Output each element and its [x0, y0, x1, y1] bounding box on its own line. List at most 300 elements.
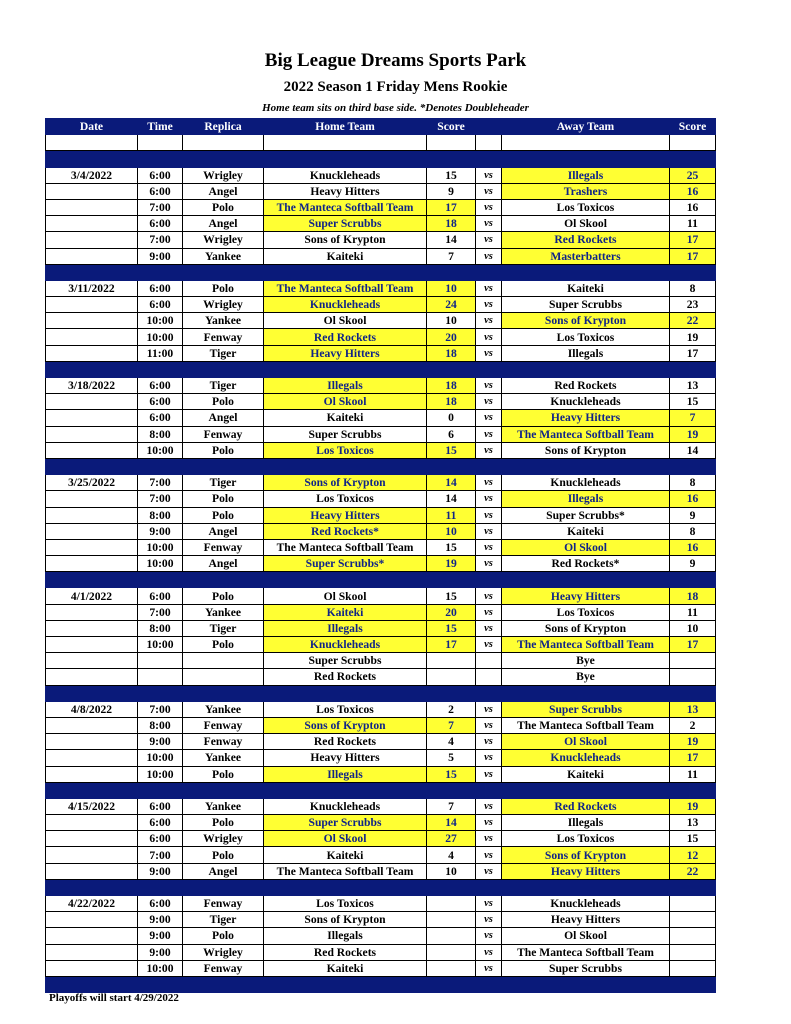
band-cell: [427, 572, 476, 588]
date-cell: [46, 928, 138, 944]
away-team-cell: Masterbatters: [502, 248, 670, 264]
band-cell: [502, 879, 670, 895]
date-cell: [46, 863, 138, 879]
replica-cell: Fenway: [183, 960, 264, 976]
col-header-home-team: Home Team: [264, 119, 427, 135]
date-cell: [46, 750, 138, 766]
away-score-cell: 18: [670, 588, 716, 604]
vs-cell: vs: [476, 847, 502, 863]
band-cell: [670, 782, 716, 798]
away-team-cell: Red Rockets: [502, 232, 670, 248]
playoffs-note: Playoffs will start 4/29/2022: [49, 992, 179, 1004]
game-row: [46, 491, 716, 507]
home-team-cell: Illegals: [264, 928, 427, 944]
band-cell: [138, 685, 183, 701]
time-cell: [138, 653, 183, 669]
home-team-cell: Kaiteki: [264, 248, 427, 264]
game-row: [46, 410, 716, 426]
band-cell: [183, 879, 264, 895]
time-cell: 9:00: [138, 734, 183, 750]
date-cell: [46, 183, 138, 199]
game-row: [46, 863, 716, 879]
date-cell: [46, 199, 138, 215]
band-cell: [476, 782, 502, 798]
time-cell: 6:00: [138, 280, 183, 296]
band-cell: [427, 879, 476, 895]
home-score-cell: 20: [427, 604, 476, 620]
date-cell: [46, 815, 138, 831]
band-cell: [138, 976, 183, 992]
empty-cell: [427, 135, 476, 151]
away-team-cell: Ol Skool: [502, 734, 670, 750]
date-cell: [46, 717, 138, 733]
band-cell: [138, 782, 183, 798]
time-cell: 11:00: [138, 345, 183, 361]
game-row: [46, 912, 716, 928]
date-cell: [46, 410, 138, 426]
game-row: [46, 394, 716, 410]
away-score-cell: 16: [670, 183, 716, 199]
band-cell: [670, 458, 716, 474]
empty-cell: [138, 135, 183, 151]
band-cell: [46, 572, 138, 588]
vs-cell: vs: [476, 637, 502, 653]
page-subtitle: 2022 Season 1 Friday Mens Rookie: [283, 79, 508, 95]
home-score-cell: 4: [427, 734, 476, 750]
away-team-cell: Bye: [502, 653, 670, 669]
empty-cell: [183, 135, 264, 151]
vs-cell: vs: [476, 928, 502, 944]
home-team-cell: Ol Skool: [264, 831, 427, 847]
vs-cell: vs: [476, 896, 502, 912]
time-cell: 7:00: [138, 475, 183, 491]
time-cell: 7:00: [138, 604, 183, 620]
home-team-cell: Knuckleheads: [264, 798, 427, 814]
empty-cell: [264, 135, 427, 151]
game-row: [46, 232, 716, 248]
date-cell: [46, 329, 138, 345]
band-cell: [46, 782, 138, 798]
home-score-cell: 14: [427, 491, 476, 507]
away-team-cell: The Manteca Softball Team: [502, 426, 670, 442]
home-score-cell: 14: [427, 475, 476, 491]
away-team-cell: Super Scrubbs*: [502, 507, 670, 523]
vs-cell: vs: [476, 394, 502, 410]
away-score-cell: [670, 912, 716, 928]
date-cell: 4/1/2022: [46, 588, 138, 604]
replica-cell: Wrigley: [183, 232, 264, 248]
band-cell: [502, 572, 670, 588]
home-score-cell: 15: [427, 588, 476, 604]
date-cell: [46, 507, 138, 523]
time-cell: 7:00: [138, 232, 183, 248]
game-row: [46, 734, 716, 750]
replica-cell: Polo: [183, 394, 264, 410]
time-cell: 6:00: [138, 183, 183, 199]
away-team-cell: Heavy Hitters: [502, 588, 670, 604]
away-score-cell: 22: [670, 313, 716, 329]
game-row: [46, 216, 716, 232]
away-score-cell: [670, 653, 716, 669]
game-row: [46, 167, 716, 183]
game-row: [46, 944, 716, 960]
time-cell: 9:00: [138, 912, 183, 928]
vs-cell: vs: [476, 734, 502, 750]
home-team-cell: The Manteca Softball Team: [264, 539, 427, 555]
date-cell: [46, 539, 138, 555]
replica-cell: Angel: [183, 863, 264, 879]
date-cell: [46, 394, 138, 410]
away-team-cell: Illegals: [502, 491, 670, 507]
home-score-cell: 5: [427, 750, 476, 766]
band-cell: [670, 151, 716, 167]
vs-cell: vs: [476, 345, 502, 361]
replica-cell: Angel: [183, 183, 264, 199]
col-header-date: Date: [46, 119, 138, 135]
date-cell: [46, 831, 138, 847]
home-score-cell: [427, 944, 476, 960]
home-team-cell: Illegals: [264, 620, 427, 636]
away-team-cell: Heavy Hitters: [502, 912, 670, 928]
away-team-cell: Heavy Hitters: [502, 410, 670, 426]
home-score-cell: 7: [427, 798, 476, 814]
band-cell: [476, 879, 502, 895]
replica-cell: Tiger: [183, 620, 264, 636]
game-row: [46, 766, 716, 782]
vs-cell: vs: [476, 944, 502, 960]
vs-cell: vs: [476, 329, 502, 345]
band-cell: [476, 361, 502, 377]
game-row: [46, 960, 716, 976]
home-score-cell: 15: [427, 539, 476, 555]
away-score-cell: 16: [670, 539, 716, 555]
replica-cell: Polo: [183, 507, 264, 523]
date-cell: [46, 523, 138, 539]
replica-cell: Angel: [183, 216, 264, 232]
home-team-cell: Red Rockets: [264, 669, 427, 685]
col-header-vs: [476, 119, 502, 135]
band-cell: [476, 151, 502, 167]
home-score-cell: 14: [427, 815, 476, 831]
vs-cell: vs: [476, 815, 502, 831]
home-team-cell: Red Rockets: [264, 944, 427, 960]
game-row: [46, 426, 716, 442]
band-cell: [427, 685, 476, 701]
home-team-cell: Illegals: [264, 378, 427, 394]
band-cell: [670, 879, 716, 895]
vs-cell: vs: [476, 717, 502, 733]
vs-cell: vs: [476, 313, 502, 329]
home-score-cell: 20: [427, 329, 476, 345]
band-cell: [264, 685, 427, 701]
replica-cell: Yankee: [183, 701, 264, 717]
band-cell: [427, 361, 476, 377]
date-cell: [46, 604, 138, 620]
vs-cell: vs: [476, 232, 502, 248]
week-separator-band: [46, 151, 716, 167]
date-cell: [46, 232, 138, 248]
date-cell: [46, 960, 138, 976]
home-team-cell: Super Scrubbs: [264, 815, 427, 831]
time-cell: 6:00: [138, 167, 183, 183]
time-cell: 8:00: [138, 717, 183, 733]
week-separator-band: [46, 458, 716, 474]
time-cell: 6:00: [138, 410, 183, 426]
home-score-cell: [427, 928, 476, 944]
home-score-cell: 19: [427, 556, 476, 572]
replica-cell: Polo: [183, 199, 264, 215]
home-team-cell: Super Scrubbs: [264, 216, 427, 232]
home-team-cell: Super Scrubbs: [264, 653, 427, 669]
away-score-cell: 7: [670, 410, 716, 426]
time-cell: 6:00: [138, 394, 183, 410]
vs-cell: [476, 653, 502, 669]
away-team-cell: Bye: [502, 669, 670, 685]
schedule-note: Home team sits on third base side. *Denotes Doubleheader: [262, 102, 529, 114]
replica-cell: Wrigley: [183, 297, 264, 313]
away-score-cell: 16: [670, 491, 716, 507]
replica-cell: Wrigley: [183, 831, 264, 847]
band-cell: [670, 264, 716, 280]
vs-cell: vs: [476, 766, 502, 782]
time-cell: [138, 669, 183, 685]
vs-cell: vs: [476, 620, 502, 636]
band-cell: [427, 264, 476, 280]
away-score-cell: 9: [670, 556, 716, 572]
game-row: [46, 378, 716, 394]
game-row: [46, 620, 716, 636]
home-score-cell: 6: [427, 426, 476, 442]
away-team-cell: Sons of Krypton: [502, 442, 670, 458]
home-score-cell: 15: [427, 442, 476, 458]
vs-cell: vs: [476, 523, 502, 539]
home-score-cell: 10: [427, 863, 476, 879]
vs-cell: vs: [476, 167, 502, 183]
away-score-cell: 13: [670, 701, 716, 717]
empty-cell: [670, 135, 716, 151]
away-team-cell: Sons of Krypton: [502, 847, 670, 863]
vs-cell: vs: [476, 426, 502, 442]
vs-cell: vs: [476, 798, 502, 814]
away-team-cell: Knuckleheads: [502, 896, 670, 912]
band-cell: [183, 361, 264, 377]
time-cell: 6:00: [138, 216, 183, 232]
date-cell: 3/25/2022: [46, 475, 138, 491]
home-team-cell: Ol Skool: [264, 313, 427, 329]
home-score-cell: 14: [427, 232, 476, 248]
replica-cell: Fenway: [183, 539, 264, 555]
col-header-away-team: Away Team: [502, 119, 670, 135]
date-cell: [46, 653, 138, 669]
away-score-cell: 17: [670, 637, 716, 653]
band-cell: [46, 361, 138, 377]
band-cell: [183, 151, 264, 167]
band-cell: [264, 151, 427, 167]
home-score-cell: 10: [427, 280, 476, 296]
band-cell: [476, 976, 502, 992]
home-team-cell: Knuckleheads: [264, 167, 427, 183]
game-row: [46, 183, 716, 199]
schedule-body: [46, 135, 716, 993]
replica-cell: Yankee: [183, 604, 264, 620]
time-cell: 6:00: [138, 896, 183, 912]
band-cell: [138, 361, 183, 377]
date-cell: 4/8/2022: [46, 701, 138, 717]
band-cell: [138, 264, 183, 280]
time-cell: 9:00: [138, 863, 183, 879]
week-separator-band: [46, 572, 716, 588]
vs-cell: vs: [476, 410, 502, 426]
vs-cell: vs: [476, 475, 502, 491]
time-cell: 6:00: [138, 378, 183, 394]
home-score-cell: 7: [427, 717, 476, 733]
bye-row: [46, 653, 716, 669]
time-cell: 10:00: [138, 539, 183, 555]
band-cell: [264, 572, 427, 588]
away-score-cell: 17: [670, 750, 716, 766]
bye-row: [46, 669, 716, 685]
away-team-cell: Ol Skool: [502, 539, 670, 555]
away-team-cell: Sons of Krypton: [502, 313, 670, 329]
week-separator-band: [46, 782, 716, 798]
band-cell: [183, 572, 264, 588]
time-cell: 10:00: [138, 313, 183, 329]
time-cell: 7:00: [138, 701, 183, 717]
away-team-cell: Knuckleheads: [502, 394, 670, 410]
date-cell: [46, 297, 138, 313]
band-cell: [183, 264, 264, 280]
empty-cell: [476, 135, 502, 151]
band-cell: [46, 879, 138, 895]
home-score-cell: 18: [427, 345, 476, 361]
week-separator-band: [46, 264, 716, 280]
band-cell: [264, 361, 427, 377]
home-team-cell: The Manteca Softball Team: [264, 863, 427, 879]
vs-cell: [476, 669, 502, 685]
home-team-cell: Illegals: [264, 766, 427, 782]
vs-cell: vs: [476, 297, 502, 313]
schedule-table: [45, 118, 716, 993]
time-cell: 7:00: [138, 491, 183, 507]
home-team-cell: Knuckleheads: [264, 637, 427, 653]
game-row: [46, 248, 716, 264]
date-cell: 3/18/2022: [46, 378, 138, 394]
home-score-cell: [427, 669, 476, 685]
replica-cell: [183, 669, 264, 685]
empty-cell: [46, 135, 138, 151]
time-cell: 9:00: [138, 928, 183, 944]
away-team-cell: Los Toxicos: [502, 329, 670, 345]
home-score-cell: 17: [427, 199, 476, 215]
band-cell: [183, 782, 264, 798]
band-cell: [502, 782, 670, 798]
time-cell: 9:00: [138, 523, 183, 539]
home-team-cell: Sons of Krypton: [264, 232, 427, 248]
home-team-cell: The Manteca Softball Team: [264, 199, 427, 215]
away-team-cell: Los Toxicos: [502, 604, 670, 620]
replica-cell: Fenway: [183, 734, 264, 750]
band-cell: [427, 976, 476, 992]
game-row: [46, 329, 716, 345]
game-row: [46, 523, 716, 539]
home-team-cell: Sons of Krypton: [264, 912, 427, 928]
vs-cell: vs: [476, 491, 502, 507]
vs-cell: vs: [476, 442, 502, 458]
game-row: [46, 507, 716, 523]
game-row: [46, 556, 716, 572]
band-cell: [502, 685, 670, 701]
away-team-cell: Sons of Krypton: [502, 620, 670, 636]
away-team-cell: Ol Skool: [502, 928, 670, 944]
vs-cell: vs: [476, 960, 502, 976]
vs-cell: vs: [476, 507, 502, 523]
band-cell: [670, 361, 716, 377]
vs-cell: vs: [476, 199, 502, 215]
game-row: [46, 442, 716, 458]
away-team-cell: Ol Skool: [502, 216, 670, 232]
replica-cell: Polo: [183, 280, 264, 296]
date-cell: [46, 912, 138, 928]
away-team-cell: Kaiteki: [502, 766, 670, 782]
replica-cell: Fenway: [183, 329, 264, 345]
away-team-cell: Los Toxicos: [502, 831, 670, 847]
away-score-cell: 13: [670, 815, 716, 831]
table-header-row: [46, 119, 716, 135]
band-cell: [46, 151, 138, 167]
game-row: [46, 475, 716, 491]
date-cell: [46, 620, 138, 636]
home-team-cell: Red Rockets: [264, 734, 427, 750]
away-score-cell: 11: [670, 216, 716, 232]
game-row: [46, 539, 716, 555]
away-team-cell: Red Rockets: [502, 378, 670, 394]
game-row: [46, 831, 716, 847]
home-score-cell: 18: [427, 216, 476, 232]
time-cell: 7:00: [138, 199, 183, 215]
time-cell: 10:00: [138, 766, 183, 782]
away-score-cell: 11: [670, 604, 716, 620]
away-score-cell: [670, 928, 716, 944]
away-score-cell: 15: [670, 831, 716, 847]
away-score-cell: 12: [670, 847, 716, 863]
home-score-cell: 15: [427, 167, 476, 183]
game-row: [46, 280, 716, 296]
time-cell: 10:00: [138, 960, 183, 976]
week-separator-band: [46, 685, 716, 701]
away-score-cell: 19: [670, 734, 716, 750]
replica-cell: Tiger: [183, 345, 264, 361]
home-score-cell: 11: [427, 507, 476, 523]
home-team-cell: The Manteca Softball Team: [264, 280, 427, 296]
col-header-replica: Replica: [183, 119, 264, 135]
away-score-cell: 10: [670, 620, 716, 636]
away-team-cell: The Manteca Softball Team: [502, 637, 670, 653]
band-cell: [427, 458, 476, 474]
band-cell: [670, 572, 716, 588]
time-cell: 10:00: [138, 442, 183, 458]
replica-cell: Yankee: [183, 313, 264, 329]
home-score-cell: 15: [427, 766, 476, 782]
away-score-cell: 2: [670, 717, 716, 733]
away-score-cell: [670, 669, 716, 685]
away-score-cell: 13: [670, 378, 716, 394]
game-row: [46, 896, 716, 912]
blank-row: [46, 135, 716, 151]
page-title: Big League Dreams Sports Park: [264, 50, 527, 71]
home-score-cell: [427, 653, 476, 669]
away-score-cell: 8: [670, 523, 716, 539]
away-score-cell: 9: [670, 507, 716, 523]
